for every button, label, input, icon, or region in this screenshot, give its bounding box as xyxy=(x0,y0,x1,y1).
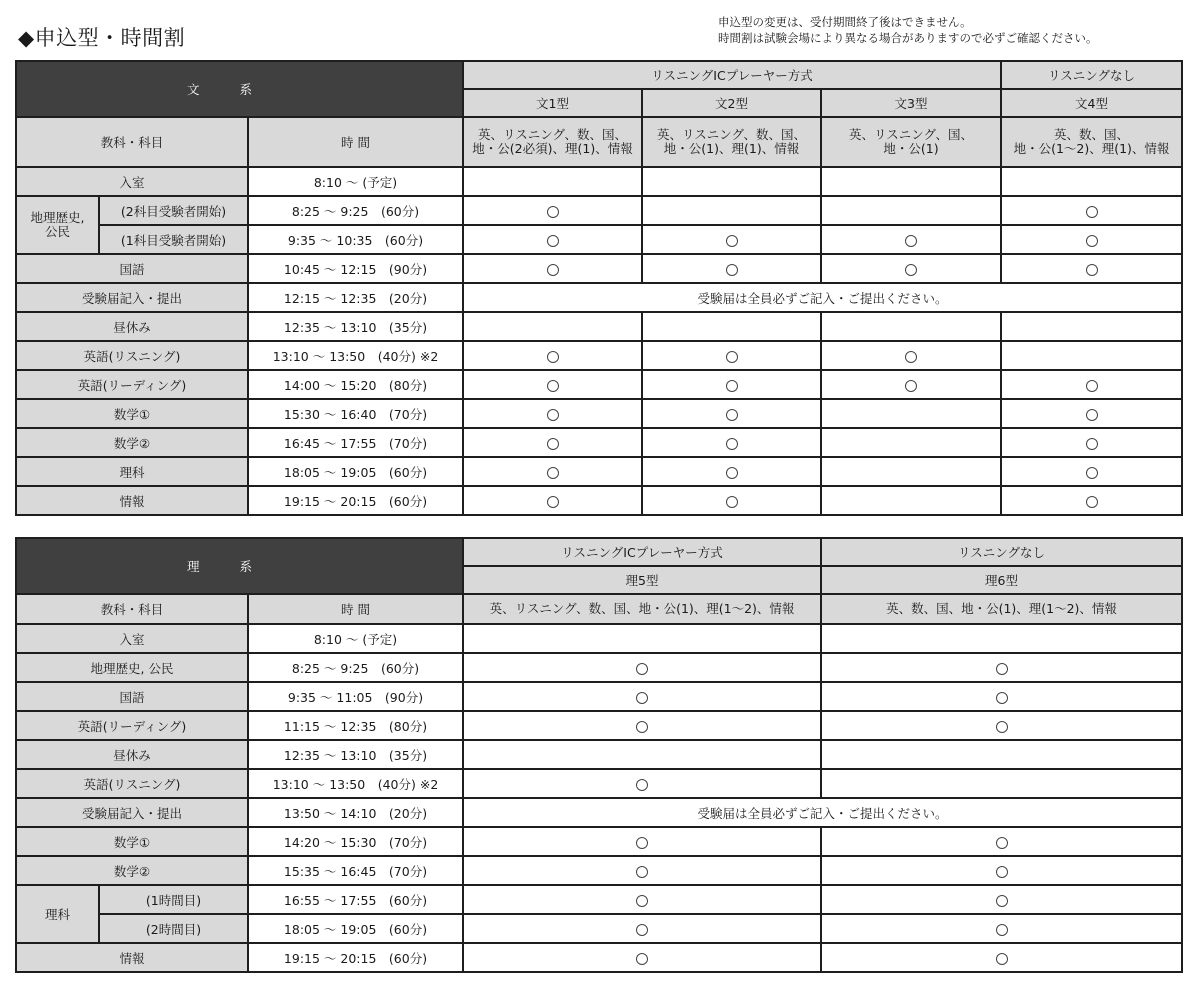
mark-cell xyxy=(463,885,821,914)
type-subjects: 英、リスニング、数、国、地・公(1)、理(1〜2)、情報 xyxy=(463,594,821,624)
time-value: 14:20 〜 15:30 (70分) xyxy=(248,827,463,856)
circle-mark-icon xyxy=(636,924,648,936)
subject-label: 昼休み xyxy=(16,740,248,769)
subject-label: (2時間目) xyxy=(99,914,248,943)
subject-label: 数学② xyxy=(16,428,248,457)
time-value: 19:15 〜 20:15 (60分) xyxy=(248,486,463,515)
circle-mark-icon xyxy=(547,496,559,508)
table-row xyxy=(16,914,1182,943)
circle-mark-icon xyxy=(996,866,1008,878)
time-value: 12:35 〜 13:10 (35分) xyxy=(248,740,463,769)
section-heading: 文系 xyxy=(16,61,463,117)
circle-mark-icon xyxy=(996,837,1008,849)
mark-cell xyxy=(642,486,821,515)
mark-cell xyxy=(463,943,821,972)
circle-mark-icon xyxy=(636,866,648,878)
circle-mark-icon xyxy=(1086,409,1098,421)
table-row xyxy=(16,885,1182,914)
table-row xyxy=(16,624,1182,653)
circle-mark-icon xyxy=(726,351,738,363)
circle-mark-icon xyxy=(636,895,648,907)
mark-cell xyxy=(463,740,821,769)
mark-cell xyxy=(463,769,821,798)
circle-mark-icon xyxy=(1086,264,1098,276)
subject-label: 情報 xyxy=(16,486,248,515)
col-subject-header: 教科・科目 xyxy=(16,594,248,624)
submit-note: 受験届は全員必ずご記入・ご提出ください。 xyxy=(463,798,1182,827)
mark-cell xyxy=(821,682,1182,711)
table-row xyxy=(16,117,1182,167)
time-value: 10:45 〜 12:15 (90分) xyxy=(248,254,463,283)
table-row xyxy=(16,428,1182,457)
table-row xyxy=(16,711,1182,740)
circle-mark-icon xyxy=(726,496,738,508)
mark-cell xyxy=(821,196,1001,225)
mark-cell xyxy=(1001,428,1182,457)
mark-cell xyxy=(463,312,642,341)
type-name: 文4型 xyxy=(1001,89,1182,117)
table-row xyxy=(16,798,1182,827)
mark-cell xyxy=(821,711,1182,740)
subject-label: (1科目受験者開始) xyxy=(99,225,248,254)
bunkei-schedule-table xyxy=(15,60,1183,516)
mark-cell xyxy=(642,312,821,341)
circle-mark-icon xyxy=(996,721,1008,733)
mark-cell xyxy=(463,457,642,486)
circle-mark-icon xyxy=(636,779,648,791)
table-row xyxy=(16,653,1182,682)
col-time-header: 時 間 xyxy=(248,117,463,167)
mark-cell xyxy=(1001,457,1182,486)
mark-cell xyxy=(642,457,821,486)
mark-cell xyxy=(1001,399,1182,428)
mark-cell xyxy=(821,740,1182,769)
subject-label: 情報 xyxy=(16,943,248,972)
type-name: 文2型 xyxy=(642,89,821,117)
time-value: 13:10 〜 13:50 (40分) ※2 xyxy=(248,341,463,370)
mark-cell xyxy=(821,225,1001,254)
mark-cell xyxy=(463,624,821,653)
mark-cell xyxy=(463,856,821,885)
time-value: 12:15 〜 12:35 (20分) xyxy=(248,283,463,312)
table-row xyxy=(16,341,1182,370)
table-row xyxy=(16,370,1182,399)
note-line: 申込型の変更は、受付期間終了後はできません。 xyxy=(718,15,972,29)
mark-cell xyxy=(1001,254,1182,283)
mark-cell xyxy=(1001,167,1182,196)
mark-cell xyxy=(642,428,821,457)
table-row xyxy=(16,399,1182,428)
mark-cell xyxy=(1001,312,1182,341)
table-row xyxy=(16,61,1182,89)
table-row xyxy=(16,196,1182,225)
mark-cell xyxy=(463,225,642,254)
mark-cell xyxy=(463,827,821,856)
circle-mark-icon xyxy=(905,235,917,247)
time-value: 8:10 〜 (予定) xyxy=(248,167,463,196)
table-row xyxy=(16,538,1182,566)
mark-cell xyxy=(463,341,642,370)
circle-mark-icon xyxy=(636,663,648,675)
mark-cell xyxy=(821,486,1001,515)
mark-cell xyxy=(1001,196,1182,225)
subject-label: 数学① xyxy=(16,827,248,856)
subject-label: 数学② xyxy=(16,856,248,885)
mark-cell xyxy=(1001,341,1182,370)
table-row xyxy=(16,283,1182,312)
circle-mark-icon xyxy=(905,380,917,392)
circle-mark-icon xyxy=(636,837,648,849)
mark-cell xyxy=(463,711,821,740)
type-subjects: 英、リスニング、国、 地・公(1) xyxy=(821,117,1001,167)
circle-mark-icon xyxy=(996,953,1008,965)
table-row xyxy=(16,943,1182,972)
subject-label: 国語 xyxy=(16,682,248,711)
circle-mark-icon xyxy=(1086,206,1098,218)
circle-mark-icon xyxy=(636,721,648,733)
subject-label: 国語 xyxy=(16,254,248,283)
time-value: 18:05 〜 19:05 (60分) xyxy=(248,457,463,486)
mark-cell xyxy=(642,341,821,370)
col-time-header: 時 間 xyxy=(248,594,463,624)
type-name: 理6型 xyxy=(821,566,1182,594)
mark-cell xyxy=(821,769,1182,798)
mark-cell xyxy=(821,457,1001,486)
mark-cell xyxy=(821,856,1182,885)
time-value: 16:55 〜 17:55 (60分) xyxy=(248,885,463,914)
group-header-ic: リスニングICプレーヤー方式 xyxy=(463,61,1001,89)
mark-cell xyxy=(463,682,821,711)
circle-mark-icon xyxy=(547,351,559,363)
time-value: 8:10 〜 (予定) xyxy=(248,624,463,653)
rikei-schedule-table xyxy=(15,537,1183,973)
mark-cell xyxy=(463,914,821,943)
mark-cell xyxy=(821,943,1182,972)
circle-mark-icon xyxy=(905,264,917,276)
notes xyxy=(718,14,1098,46)
mark-cell xyxy=(463,196,642,225)
mark-cell xyxy=(821,167,1001,196)
mark-cell xyxy=(642,399,821,428)
circle-mark-icon xyxy=(996,924,1008,936)
subject-label: 入室 xyxy=(16,167,248,196)
time-value: 9:35 〜 11:05 (90分) xyxy=(248,682,463,711)
subject-label: 理科 xyxy=(16,457,248,486)
subject-label: 入室 xyxy=(16,624,248,653)
circle-mark-icon xyxy=(1086,467,1098,479)
subject-label: (1時間目) xyxy=(99,885,248,914)
circle-mark-icon xyxy=(1086,235,1098,247)
table-row xyxy=(16,167,1182,196)
time-value: 19:15 〜 20:15 (60分) xyxy=(248,943,463,972)
mark-cell xyxy=(821,653,1182,682)
circle-mark-icon xyxy=(1086,496,1098,508)
submit-note: 受験届は全員必ずご記入・ご提出ください。 xyxy=(463,283,1182,312)
mark-cell xyxy=(1001,370,1182,399)
mark-cell xyxy=(821,428,1001,457)
table-row xyxy=(16,594,1182,624)
subject-group-rika: 理科 xyxy=(16,885,99,943)
mark-cell xyxy=(642,196,821,225)
col-subject-header: 教科・科目 xyxy=(16,117,248,167)
circle-mark-icon xyxy=(547,380,559,392)
time-value: 13:10 〜 13:50 (40分) ※2 xyxy=(248,769,463,798)
circle-mark-icon xyxy=(905,351,917,363)
type-name: 文3型 xyxy=(821,89,1001,117)
circle-mark-icon xyxy=(547,206,559,218)
mark-cell xyxy=(463,428,642,457)
type-subjects: 英、数、国、地・公(1)、理(1〜2)、情報 xyxy=(821,594,1182,624)
mark-cell xyxy=(642,254,821,283)
note-line: 時間割は試験会場により異なる場合がありますので必ずご確認ください。 xyxy=(718,31,1098,45)
time-value: 8:25 〜 9:25 (60分) xyxy=(248,196,463,225)
subject-label: 英語(リーディング) xyxy=(16,711,248,740)
mark-cell xyxy=(821,370,1001,399)
mark-cell xyxy=(463,399,642,428)
type-name: 文1型 xyxy=(463,89,642,117)
page-title: ◆申込型・時間割 xyxy=(18,26,186,50)
type-name: 理5型 xyxy=(463,566,821,594)
mark-cell xyxy=(821,624,1182,653)
table-row xyxy=(16,827,1182,856)
mark-cell xyxy=(463,370,642,399)
circle-mark-icon xyxy=(726,264,738,276)
subject-label: 昼休み xyxy=(16,312,248,341)
mark-cell xyxy=(821,254,1001,283)
subject-label: 地理歴史, 公民 xyxy=(16,653,248,682)
circle-mark-icon xyxy=(547,438,559,450)
subject-label: (2科目受験者開始) xyxy=(99,196,248,225)
subject-label: 英語(リスニング) xyxy=(16,769,248,798)
mark-cell xyxy=(463,486,642,515)
time-value: 16:45 〜 17:55 (70分) xyxy=(248,428,463,457)
circle-mark-icon xyxy=(1086,380,1098,392)
mark-cell xyxy=(821,341,1001,370)
group-header-none: リスニングなし xyxy=(821,538,1182,566)
table-row xyxy=(16,769,1182,798)
table-row xyxy=(16,856,1182,885)
circle-mark-icon xyxy=(726,438,738,450)
subject-label: 受験届記入・提出 xyxy=(16,798,248,827)
table-row xyxy=(16,682,1182,711)
circle-mark-icon xyxy=(547,467,559,479)
type-subjects: 英、リスニング、数、国、 地・公(2必須)、理(1)、情報 xyxy=(463,117,642,167)
subject-group-chiri: 地理歴史, 公民 xyxy=(16,196,99,254)
mark-cell xyxy=(821,827,1182,856)
time-value: 8:25 〜 9:25 (60分) xyxy=(248,653,463,682)
mark-cell xyxy=(463,254,642,283)
time-value: 15:35 〜 16:45 (70分) xyxy=(248,856,463,885)
subject-label: 英語(リスニング) xyxy=(16,341,248,370)
type-subjects: 英、数、国、 地・公(1〜2)、理(1)、情報 xyxy=(1001,117,1182,167)
mark-cell xyxy=(821,312,1001,341)
group-header-ic: リスニングICプレーヤー方式 xyxy=(463,538,821,566)
mark-cell xyxy=(821,914,1182,943)
subject-label: 受験届記入・提出 xyxy=(16,283,248,312)
mark-cell xyxy=(821,885,1182,914)
time-value: 11:15 〜 12:35 (80分) xyxy=(248,711,463,740)
subject-label: 数学① xyxy=(16,399,248,428)
group-header-none: リスニングなし xyxy=(1001,61,1182,89)
subject-label: 英語(リーディング) xyxy=(16,370,248,399)
mark-cell xyxy=(463,167,642,196)
circle-mark-icon xyxy=(996,692,1008,704)
mark-cell xyxy=(821,399,1001,428)
circle-mark-icon xyxy=(636,692,648,704)
circle-mark-icon xyxy=(726,467,738,479)
mark-cell xyxy=(642,370,821,399)
table-row xyxy=(16,740,1182,769)
circle-mark-icon xyxy=(726,235,738,247)
time-value: 13:50 〜 14:10 (20分) xyxy=(248,798,463,827)
circle-mark-icon xyxy=(1086,438,1098,450)
table-row xyxy=(16,254,1182,283)
table-row xyxy=(16,225,1182,254)
mark-cell xyxy=(1001,486,1182,515)
circle-mark-icon xyxy=(547,235,559,247)
table-row xyxy=(16,312,1182,341)
section-heading: 理系 xyxy=(16,538,463,594)
time-value: 15:30 〜 16:40 (70分) xyxy=(248,399,463,428)
type-subjects: 英、リスニング、数、国、 地・公(1)、理(1)、情報 xyxy=(642,117,821,167)
table-row xyxy=(16,457,1182,486)
mark-cell xyxy=(642,225,821,254)
circle-mark-icon xyxy=(996,663,1008,675)
time-value: 14:00 〜 15:20 (80分) xyxy=(248,370,463,399)
mark-cell xyxy=(642,167,821,196)
circle-mark-icon xyxy=(547,264,559,276)
mark-cell xyxy=(1001,225,1182,254)
circle-mark-icon xyxy=(996,895,1008,907)
circle-mark-icon xyxy=(547,409,559,421)
circle-mark-icon xyxy=(726,380,738,392)
time-value: 18:05 〜 19:05 (60分) xyxy=(248,914,463,943)
circle-mark-icon xyxy=(636,953,648,965)
time-value: 9:35 〜 10:35 (60分) xyxy=(248,225,463,254)
table-row xyxy=(16,486,1182,515)
circle-mark-icon xyxy=(726,409,738,421)
time-value: 12:35 〜 13:10 (35分) xyxy=(248,312,463,341)
mark-cell xyxy=(463,653,821,682)
